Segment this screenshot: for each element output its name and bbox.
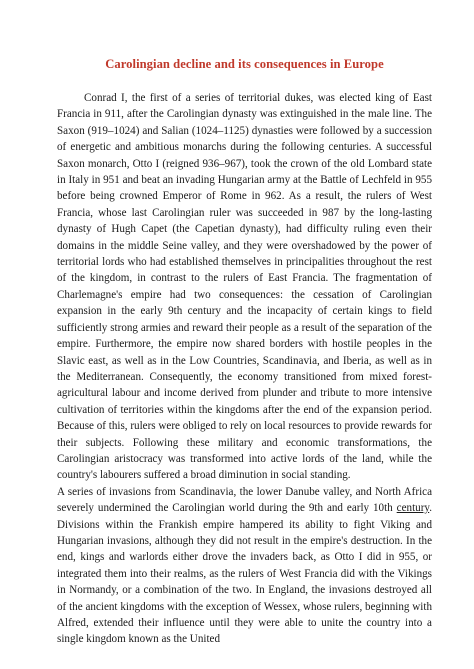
- document-title: Carolingian decline and its consequences in Europe: [105, 57, 384, 71]
- document-body: [57, 90, 432, 648]
- paragraph-1: Conrad I, the first of a series of territorial dukes, was elected king of East Francia in 911, after the Carolingian dynasty was extinguished in the male line. The Saxon (919–1024) and Salian (1024–1125) dynasties were followed by a succession of energetic and ambitious monarchs during the following centuries. A successful Saxon monarch, Otto I (reigned 936–967), took the crown of the old Lombard state in Italy in 951 and beat an invading Hungarian army at the Battle of Lechfeld in 955 before being crowned Emperor of Rome in 962. As a result, the rulers of West Francia, whose last Carolingian ruler was succeeded in 987 by the long-lasting dynasty of Hugh Capet (the Capetian dynasty), had difficulty ruling even their domains in the middle Seine valley, and they were overshadowed by the power of territorial lords who had established themselves in principalities throughout the rest of the kingdom, in contrast to the rulers of East Francia. The fragmentation of Charlemagne's empire had two consequences: the cessation of Carolingian expansion in the early 9th century and the incapacity of certain kings to field sufficiently strong armies and reward their people as a result of the separation of the empire. Furthermore, the empire now shared borders with hostile peoples in the Slavic east, as well as in the Low Countries, Scandinavia, and Iberia, as well as in the Mediterranean. Consequently, the economy transitioned from mixed forest-agricultural labour and income derived from plunder and tribute to more intensive cultivation of territories within the kingdoms after the end of the expansion period. Because of this, rulers were obliged to rely on local resources to provide rewards for their subjects. Following these military and economic transformations, the Carolingian aristocracy was transformed into active lords of the land, while the country's labourers suffered a broad diminution in social standing.: [57, 92, 432, 482]
- paragraph-2-rest: . Divisions within the Frankish empire hampered its ability to fight Viking and Hungarian invasions, although they did not result in the empire's destruction. In the end, kings and warlords either drove the invaders back, as Otto I did in 955, or integrated them into their realms, as the rulers of West Francia did with the Vikings in Normandy, or a combination of the two. In England, the invasions destroyed all of the ancient kingdoms with the exception of Wessex, whose rulers, beginning with Alfred, extended their influence until they were able to unite the country into a single kingdom known as the United: [57, 502, 432, 646]
- paragraph-2: [57, 484, 432, 648]
- paragraph-2-start: A series of invasions from Scandinavia, the lower Danube valley, and North Africa severely undermined the Carolingian world during the 9th and early 10th: [57, 485, 432, 515]
- paragraph-2-underlined-word: century: [396, 502, 430, 515]
